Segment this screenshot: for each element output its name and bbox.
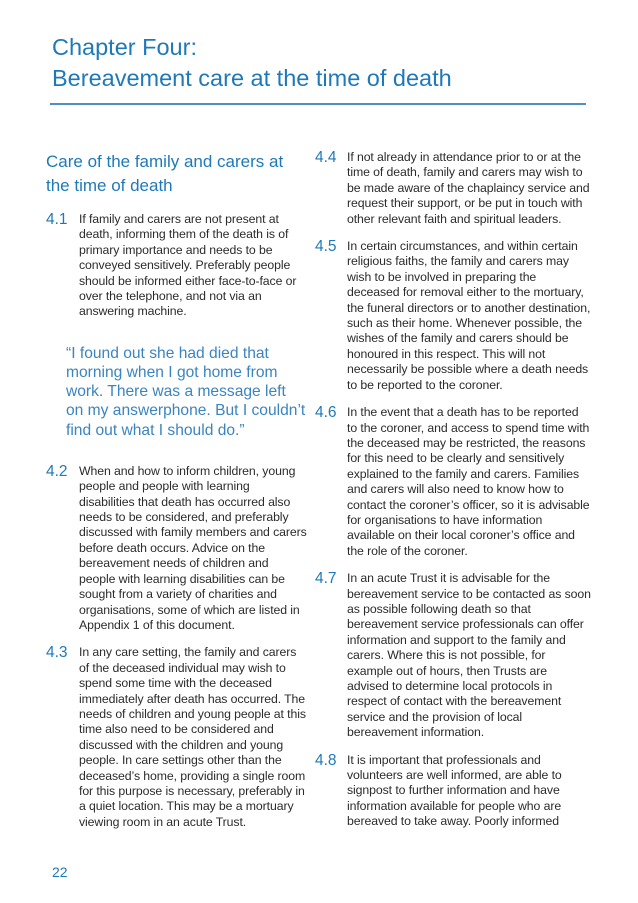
heading-divider (50, 103, 586, 105)
paragraph-number: 4.5 (315, 238, 337, 256)
paragraph-number: 4.7 (315, 570, 337, 588)
left-column (46, 150, 308, 842)
paragraph-text: In certain circumstances, and within certain religious faiths, the family and carers may wish to be involved in preparing the deceased for removal either to the mortuary, the funeral directors or to another destination, such as their home. Whenever possible, the wishes of the family and carers should be honoured in this respect. This will not necessarily be possible where a death needs to be reported to the coroner. (347, 239, 591, 392)
numbered-paragraph (315, 239, 591, 393)
paragraph-number: 4.2 (46, 462, 68, 480)
paragraph-number: 4.3 (46, 644, 68, 662)
paragraph-list (315, 150, 591, 830)
numbered-paragraph (315, 571, 591, 740)
paragraph-text: In an acute Trust it is advisable for the bereavement service to be contacted as soon as possible following death so that bereavement service professionals can offer information and support to the family and carers. Where this is not possible, for example out of hours, then Trusts are advised to determine local protocols in respect of contact with the bereavement service and the provision of local bereavement information. (347, 571, 591, 740)
paragraph-number: 4.4 (315, 149, 337, 166)
numbered-paragraph (315, 753, 591, 830)
numbered-paragraph (46, 645, 308, 830)
paragraph-text: In the event that a death has to be reported to the coroner, and access to spend time with the deceased may be restricted, the reasons for this need to be clearly and sensitively explained to the family and carers. Families and carers will also need to know how to contact the coroner’s officer, so it is advisable for organisations to have information available on their local coroner’s office and the role of the coroner. (347, 405, 590, 558)
numbered-paragraph (46, 464, 308, 633)
numbered-paragraph (46, 212, 308, 320)
page-number: 22 (52, 864, 68, 880)
paragraph-number: 4.8 (315, 751, 337, 769)
paragraph-text: If not already in attendance prior to or at the time of death, family and carers may wish to be made aware of the chaplaincy service and request their support, or be put in touch with other relevant faith and spiritual leaders. (347, 150, 590, 226)
paragraph-text: It is important that professionals and volunteers are well informed, are able to signpost to further information and have information available for people who are bereaved to take away. Poorly informed (347, 752, 562, 829)
paragraph-number: 4.1 (46, 211, 68, 228)
paragraph-text: In any care setting, the family and carers of the deceased individual may wish to spend some time with the deceased immediately after death has occurred. The needs of children and young people at this time also need to be considered and discussed with the children and young people. In care settings other than the deceased’s home, providing a single room for this purpose is necessary, preferably in a quiet location. This may be a mortuary viewing room in an acute Trust. (79, 645, 306, 829)
right-column (315, 150, 591, 842)
paragraph-text: If family and carers are not present at death, informing them of the death is of primary importance and needs to be conveyed sensitively. Preferably people should be informed either face-to-face or over the telephone, and not via an answering machine. (79, 212, 297, 319)
paragraph-number: 4.6 (315, 404, 337, 422)
paragraph-text: When and how to inform children, young people and people with learning disabilities that death has occurred also needs to be considered, and preferably discussed with family members and carers before death occurs. Advice on the bereavement needs of children and people with learning disabilities can be sought from a variety of charities and organisations, some of which are listed in Appendix 1 of this document. (79, 463, 307, 632)
numbered-paragraph (315, 150, 591, 227)
paragraph-list (46, 212, 308, 320)
paragraph-list (46, 464, 308, 830)
chapter-heading (52, 32, 592, 94)
chapter-title: Chapter Four: (52, 34, 197, 60)
section-title: Care of the family and carers at the time of death (46, 152, 284, 195)
numbered-paragraph (315, 405, 591, 559)
chapter-subtitle: Bereavement care at the time of death (52, 65, 452, 91)
pull-quote: “I found out she had died that morning when I got home from work. There was a message left on my answerphone. But I couldn’t find out what I should do.” (66, 344, 306, 439)
